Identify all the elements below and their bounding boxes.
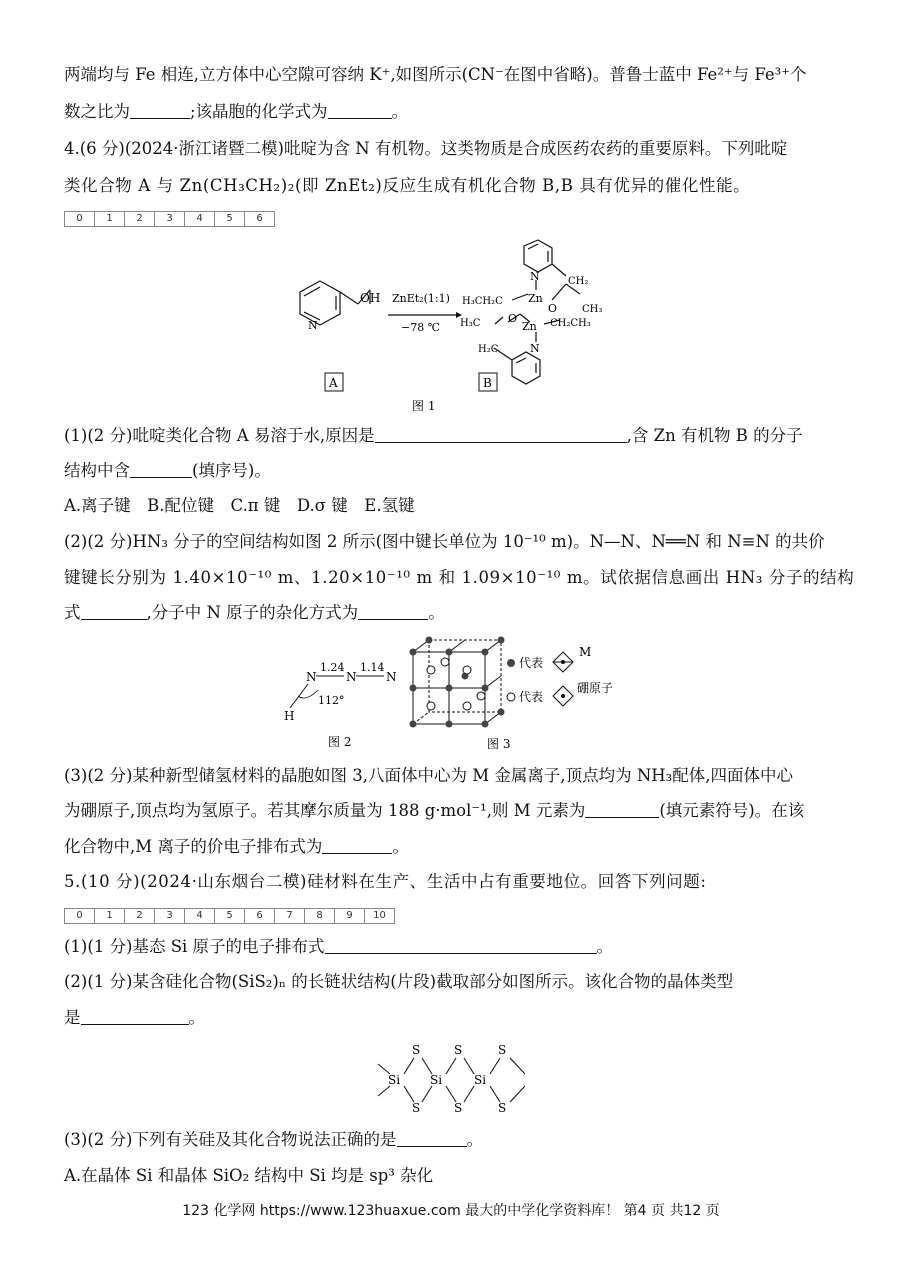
score-cell[interactable]: 2 (125, 909, 155, 923)
label-b: B (483, 376, 492, 390)
group-ch3: CH₃ (582, 304, 603, 315)
atom-si: Si (388, 1073, 401, 1087)
page-footer: 123 化学网 https://www.123huaxue.com 最大的中学化学资料库！ 第4 页 共12 页 (182, 1203, 720, 1219)
text: ,含 Zn 有机物 B 的分子 (626, 426, 803, 445)
text: 。 (392, 837, 409, 856)
text: 。 (391, 102, 409, 121)
text: 。 (188, 1008, 205, 1027)
question-5-3-option-a: A.在晶体 Si 和晶体 SiO₂ 结构中 Si 均是 sp³ 杂化 (64, 1166, 434, 1185)
label-a: A (329, 376, 338, 390)
atom-s: S (498, 1101, 507, 1115)
atom-o: O (508, 312, 518, 325)
score-cell[interactable]: 0 (65, 909, 95, 923)
bond-angle: 112° (318, 694, 345, 707)
atom-n: N (530, 342, 540, 355)
atom-s: S (454, 1043, 463, 1057)
figure-2-hn3 (280, 636, 410, 756)
atom-s: S (412, 1043, 421, 1057)
figure-3-caption: 图 3 (487, 737, 511, 751)
text: 结构中含 (64, 461, 130, 480)
question-4-2-cont2 (64, 602, 445, 624)
text: 式 (64, 603, 81, 622)
text: 。 (428, 603, 445, 622)
atom-n: N (386, 670, 397, 684)
legend-m: M (579, 645, 592, 659)
question-4-text: 类化合物 A 与 Zn(CH₃CH₂)₂(即 ZnEt₂)反应生成有机化合物 B,B 具有优异的催化性能。 (64, 176, 751, 195)
atom-si: Si (474, 1073, 487, 1087)
answer-blank[interactable] (585, 801, 659, 818)
score-cell[interactable]: 1 (95, 909, 125, 923)
question-5-title: 5.(10 分)(2024·山东烟台二模)硅材料在生产、生活中占有重要地位。回答下列问题: (64, 872, 707, 891)
atom-n: N (308, 319, 318, 332)
legend-label: 代表 (519, 656, 544, 670)
figure-1-caption: 图 1 (412, 399, 436, 413)
temperature-label: −78 ℃ (401, 321, 441, 334)
question-5-3 (64, 1129, 483, 1151)
answer-blank[interactable] (81, 603, 147, 620)
score-bar-q4[interactable] (64, 211, 275, 227)
question-4-1-cont (64, 460, 271, 482)
figure-2-caption: 图 2 (328, 735, 352, 749)
question-4-2-cont: 键键长分别为 1.40×10⁻¹⁰ m、1.20×10⁻¹⁰ m 和 1.09×10⁻¹⁰ m。试依据信息画出 HN₃ 分子的结构 (64, 568, 855, 587)
reagent-label: ZnEt₂(1:1) (392, 292, 450, 305)
question-4-2: (2)(2 分)HN₃ 分子的空间结构如图 2 所示(图中键长单位为 10⁻¹⁰ m)。N—N、N══N 和 N≡N 的共价 (64, 532, 825, 551)
text: (1)(2 分)吡啶类化合物 A 易溶于水,原因是 (64, 426, 375, 445)
answer-blank[interactable] (358, 603, 428, 620)
figure-1-reaction (280, 232, 620, 422)
answer-blank[interactable] (397, 1130, 467, 1147)
text: ,分子中 N 原子的杂化方式为 (146, 603, 359, 622)
answer-blank[interactable] (130, 461, 192, 478)
score-cell[interactable]: 5 (215, 212, 245, 226)
legend-boron: 硼原子 (577, 681, 614, 695)
score-cell[interactable]: 7 (275, 909, 305, 923)
question-4-3: (3)(2 分)某种新型储氢材料的晶胞如图 3,八面体中心为 M 金属离子,顶点均为 NH₃配体,四面体中心 (64, 766, 794, 785)
score-cell[interactable]: 4 (185, 909, 215, 923)
figure-sis2-chain (370, 1040, 540, 1120)
atom-s: S (454, 1101, 463, 1115)
bond-length-2: 1.14 (360, 661, 385, 674)
atom-n: N (306, 670, 317, 684)
score-cell[interactable]: 1 (95, 212, 125, 226)
text-line-1: 两端均与 Fe 相连,立方体中心空隙可容纳 K⁺,如图所示(CN⁻在图中省略)。普鲁士蓝中 Fe²⁺与 Fe³⁺个 (64, 65, 807, 84)
answer-blank[interactable] (325, 937, 597, 954)
text: (1)(1 分)基态 Si 原子的电子排布式 (64, 937, 325, 956)
atom-si: Si (430, 1073, 443, 1087)
question-4-1-options: A.离子键 B.配位键 C.π 键 D.σ 键 E.氢键 (64, 496, 415, 515)
group-h2c: H₂C (478, 344, 499, 355)
atom-n: N (530, 270, 540, 283)
figure-3-crystal-cell (405, 634, 635, 758)
question-5-2: (2)(1 分)某含硅化合物(SiS₂)ₙ 的长链状结构(片段)截取部分如图所示。该化合物的晶体类型 (64, 972, 734, 991)
score-cell[interactable]: 6 (256, 213, 263, 224)
atom-zn: Zn (528, 292, 543, 305)
text: 数之比为 (64, 102, 130, 121)
text: 。 (596, 937, 614, 956)
score-cell[interactable]: 9 (335, 909, 365, 923)
question-4-3-cont (64, 800, 804, 822)
label-oh: OH (360, 291, 381, 305)
text-line-2 (64, 101, 408, 123)
score-bar-q5[interactable] (64, 908, 395, 924)
answer-blank[interactable] (130, 102, 190, 119)
text: (填序号)。 (192, 461, 271, 480)
atom-zn: Zn (522, 320, 537, 333)
score-cell[interactable]: 10 (373, 910, 386, 921)
atom-s: S (412, 1101, 421, 1115)
group-ch2ch3: CH₂CH₃ (550, 318, 591, 329)
answer-blank[interactable] (328, 102, 392, 119)
question-4-1 (64, 425, 803, 447)
text: 。 (466, 1130, 483, 1149)
answer-blank[interactable] (375, 426, 627, 443)
group-h3c: H₃C (460, 318, 481, 329)
score-cell[interactable]: 3 (155, 212, 185, 226)
text: 为硼原子,顶点均为氢原子。若其摩尔质量为 188 g·mol⁻¹,则 M 元素为 (64, 801, 586, 820)
score-cell[interactable]: 5 (215, 909, 245, 923)
score-cell[interactable]: 8 (305, 909, 335, 923)
legend-label: 代表 (519, 690, 544, 704)
score-cell[interactable]: 2 (125, 212, 155, 226)
answer-blank[interactable] (81, 1008, 189, 1025)
score-cell[interactable]: 3 (155, 909, 185, 923)
score-cell[interactable]: 6 (245, 909, 275, 923)
atom-n: N (346, 670, 357, 684)
text: 是 (64, 1008, 81, 1027)
question-4-title: 4.(6 分)(2024·浙江诸暨二模)吡啶为含 N 有机物。这类物质是合成医药农药的重要原料。下列吡啶 (64, 139, 788, 158)
text: 化合物中,M 离子的价电子排布式为 (64, 837, 323, 856)
atom-o: O (548, 302, 558, 315)
group-ch2: CH₂ (568, 276, 589, 287)
text: ;该晶胞的化学式为 (190, 102, 328, 121)
atom-s: S (498, 1043, 507, 1057)
question-5-1 (64, 936, 613, 958)
score-cell[interactable]: 4 (185, 212, 215, 226)
bond-length-1: 1.24 (320, 661, 345, 674)
question-4-3-cont2 (64, 836, 409, 858)
text: (填元素符号)。在该 (659, 801, 805, 820)
text: (3)(2 分)下列有关硅及其化合物说法正确的是 (64, 1130, 397, 1149)
group-h3ch2c: H₃CH₂C (462, 296, 503, 307)
atom-h: H (284, 709, 295, 723)
question-5-2-cont (64, 1007, 205, 1029)
answer-blank[interactable] (322, 837, 392, 854)
score-cell[interactable]: 0 (65, 212, 95, 226)
